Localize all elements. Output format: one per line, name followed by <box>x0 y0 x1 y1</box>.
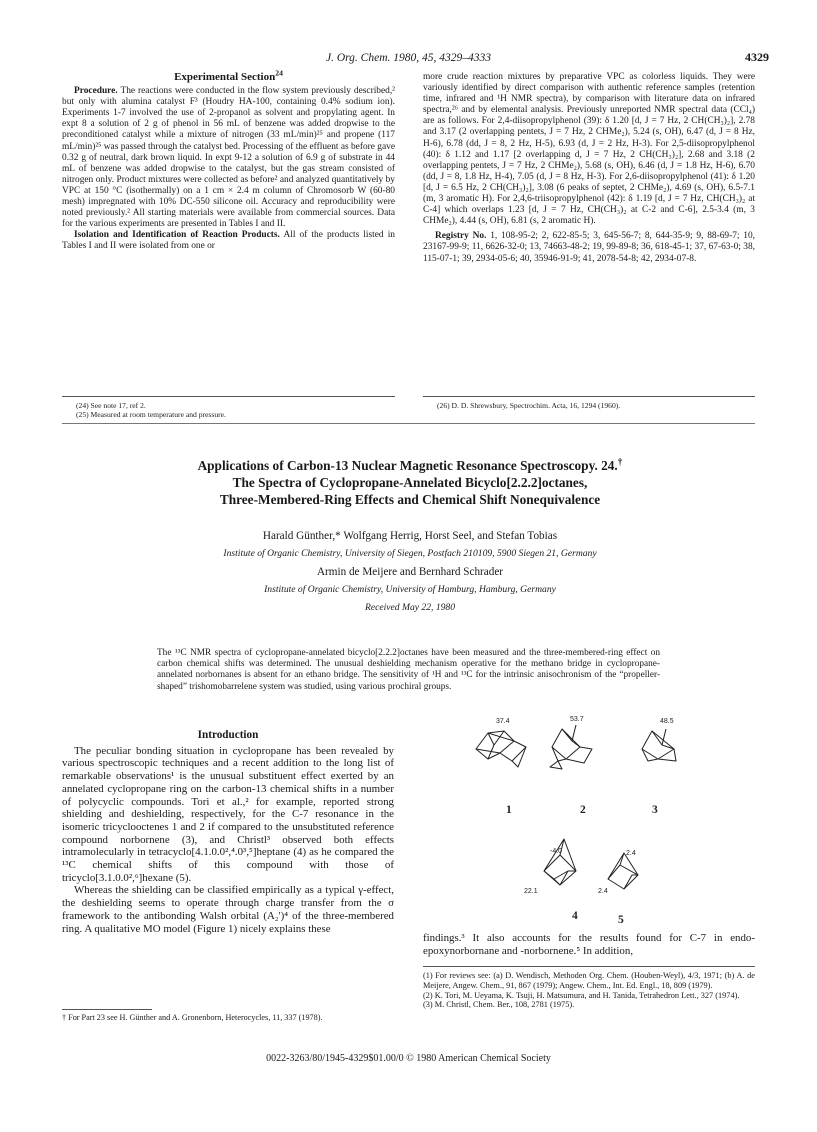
experimental-title: Experimental Section$^{24}$ <box>174 68 283 83</box>
footnote-24: (24) See note 17, ref 2. <box>76 401 146 410</box>
shift-label-5b: 2.4 <box>598 888 608 895</box>
compound-label-3: 3 <box>652 804 658 816</box>
procedure-paragraph: Procedure. The reactions were conducted in the flow system previously described,² but only with alumina catalyst F³ (Houdry HA-100, containing 0.4% sodium ion). Experiments 1-7 involved the use of 2-propanol as solvent and propylating agent. In expt 8 a solution of 2 g of phenol in 56 mL of benzene was added dropwise to the preconditioned catalyst while a mixture of nitrogen (33 mL/min)²⁵ and propene (117 mL/min)²⁵ was passed through the catalyst bed. Processing of the effluent as before gave 0.32 g of neutral, dark brown liquid. In expt 9-12 a solution of 6.9 g of substrate in 44 mL of benzene was added dropwise to the catalyst, but the gas stream consisted of nitrogen only. Product mixtures were collected as before² and analyzed quantitatively by VPC at 150 °C (isothermally) on a 1 cm × 2.4 m column of Chromosorb W (60-80 mesh) impregnated with 10% DC-550 silicone oil. Accuracy and reproducibility were noted previously.² All starting materials were available from commercial sources. Data for the various experiments are presented in Tables I and II. <box>62 86 395 230</box>
reference-2: (2) K. Tori, M. Ueyama, K. Tsuji, H. Matsumura, and H. Tanida, Tetrahedron Lett., 327 (1974). <box>423 990 740 1000</box>
footnote-rule-left <box>62 396 395 397</box>
references-rule <box>423 966 755 967</box>
compound-label-4: 4 <box>572 910 578 922</box>
authors-hamburg: Armin de Meijere and Bernhard Schrader <box>316 566 504 578</box>
intro-right-text: findings.³ It also accounts for the results found for C-7 in endo-epoxynorbornane and -norbornene.⁵ In addition, <box>423 932 755 957</box>
intro-paragraph-2: Whereas the shielding can be classified empirically as a typical γ-effect, the deshielding seems to operate through charge transfer from the σ framework to the antibonding Walsh orbital (A₂')⁴ of the three-membered ring. A qualitative MO model (Figure 1) nicely explains these <box>62 884 394 935</box>
reference-1: (1) For reviews see: (a) D. Wendisch, Methoden Org. Chem. (Houben-Weyl), 4/3, 1971; (b) A. de Meijere, Angew. Chem., 91, 867 (1979); Angew. Chem., Int. Ed. Engl., 18, 809 (1979). <box>423 971 755 990</box>
article-separator <box>62 423 755 424</box>
compound-label-5: 5 <box>618 914 624 926</box>
footnote-25: (25) Measured at room temperature and pressure. <box>76 410 226 420</box>
shift-label-4b: 22.1 <box>524 888 538 895</box>
isolation-paragraph: Isolation and Identification of Reaction Products. All of the products listed in Tables I and II were isolated from one or <box>62 230 395 252</box>
shift-label-4a: -4.0 <box>550 848 563 855</box>
registry-paragraph: Registry No. 1, 108-95-2; 2, 622-85-5; 3, 645-56-7; 8, 644-35-9; 9, 88-69-7; 10, 23167-99-9; 11, 6626-32-0; 13, 74663-48-2; 19, 99-89-8; 36, 618-45-1; 37, 67-63-0; 38, 115-07-1; 39, 2934-05-6; 40, 35946-91-9; 41, 2078-54-8; 42, 2934-07-8. <box>423 231 755 264</box>
article-title: Applications of Carbon-13 Nuclear Magnetic Resonance Spectroscopy. 24.† The Spectra of Cyclopropane-Annelated Bicyclo[2.2.2]octanes, Three-Membered-Ring Effects and Chemical Shift Nonequivalence <box>197 457 623 507</box>
intro-paragraph-1: The peculiar bonding situation in cyclopropane has been revealed by various spectroscopic techniques and a recent addition to the long list of remarkable observations¹ is the unusual substituent effect exerted by an annelated cyclopropane ring on the carbon-13 chemical shifts in a number of polycyclic compounds. Tori et al.,² for example, reported strong shielding and deshielding, respectively, for the C-7 resonance in the isomeric tricyclooctenes 1 and 2 if compared to the unsubstituted reference compound norbornene (3), and Christl³ observed both effects intramolecularly in tetracyclo[4.1.0.0²,⁴.0³,⁵]heptane (4) as he compared the ¹³C chemical shifts of this compound with those of tricyclo[3.1.0.0²,⁶]hexane (5). <box>62 744 394 884</box>
dagger-footnote: † For Part 23 see H. Günther and A. Gronenborn, Heterocycles, 11, 337 (1978). <box>62 1013 323 1022</box>
dagger-footnote-rule <box>62 1009 152 1010</box>
journal-header: J. Org. Chem. 1980, 45, 4329–4333 <box>325 52 492 64</box>
footnote-26: (26) D. D. Shrewsbury, Spectrochim. Acta, 16, 1294 (1960). <box>437 401 621 410</box>
authors-siegen: Harald Günther,* Wolfgang Herrig, Horst Seel, and Stefan Tobias <box>262 530 558 542</box>
shift-label-1: 37.4 <box>496 718 510 725</box>
structure-3 <box>642 729 676 761</box>
shift-label-3: 48.5 <box>660 718 674 725</box>
structure-2 <box>550 725 592 769</box>
introduction-title: Introduction <box>197 729 259 741</box>
footnotes-right <box>437 401 755 410</box>
structures-figure <box>448 703 748 928</box>
structure-4 <box>544 839 576 885</box>
nmr-data-paragraph: more crude reaction mixtures by preparative VPC as colorless liquids. They were variously identified by direct comparison with authentic reference samples (retention time, infrared and ¹H NMR spectra), by comparison with literature data on infrared spectra,²⁶ and by elemental analysis. Previously unreported NMR spectral data (CCl₄) are as follows. For 2,4-diisopropylphenol (39): δ 1.20 [d, J = 7 Hz, 2 CH(CH₃)₂], 2.78 and 3.17 (2 overlapping pentets, J = 7 Hz, 2 CHMe₂), 5.24 (s, OH), 6.47 (d, J = 8 Hz, H-6), 6.78 (dd, J = 8, 2 Hz, H-5), 6.93 (d, J = 2 Hz, H-3). For 2,5-diisopropylphenol (40): δ 1.12 and 1.17 [2 overlapping d, J = 7 Hz, 2 CH(CH₃)₂], 2.68 and 3.18 (2 overlapping pentets, J = 7 Hz, 2 CHMe₂), 5.68 (s, OH), 6.46 (d, J = 1.8 Hz, H-6), 6.70 (dd, J = 8, 1.8 Hz, H-4), 7.05 (d, J = 8 Hz, H-3). For 2,6-diisopropylphenol (41): δ 1.20 [d, J = 6.5 Hz, 2 CH(CH₃)₂], 3.08 (6 peaks of septet, 2 CHMe₂), 4.69 (s, OH), 6.5-7.1 (m, 3 aromatic H). For 2,4,6-triisopropylphenol (42): δ 1.19 [d, J = 7 Hz, CH(CH₃)₂ at C-4] which overlaps 1.23 [d, J = 7 Hz, CH(CH₃)₂ at C-2 and C-6], 2.5-3.4 (m, 3 CHMe₂), 4.44 (s, OH), 6.81 (s, 2 aromatic H). <box>423 72 755 227</box>
received-date: Received May 22, 1980 <box>364 602 456 613</box>
affiliation-hamburg: Institute of Organic Chemistry, University of Hamburg, Hamburg, Germany <box>264 584 556 595</box>
shift-label-2: 53.7 <box>570 716 584 723</box>
reference-3: (3) M. Christl, Chem. Ber., 108, 2781 (1975). <box>423 1000 575 1010</box>
shift-label-5a: 2.4 <box>626 850 636 857</box>
references <box>423 971 755 1010</box>
experimental-right-column <box>423 72 755 265</box>
compound-label-1: 1 <box>506 804 512 816</box>
affiliation-siegen: Institute of Organic Chemistry, University of Siegen, Postfach 210109, 5900 Siegen 21, Germany <box>223 548 597 559</box>
footnote-rule-right <box>423 396 755 397</box>
introduction-column <box>62 729 394 935</box>
experimental-left-column <box>62 68 395 253</box>
page-number: 4329 <box>745 50 769 64</box>
abstract: The ¹³C NMR spectra of cyclopropane-annelated bicyclo[2.2.2]octanes have been measured and the three-membered-ring effect on carbon chemical shifts was determined. The unusual deshielding mechanism operative for the methano bridge in cyclopropane-annelated norbornanes is absent for an ethano bridge. The sensitivity of ¹H and ¹³C for the intrinsic anisochronism of the “propeller-shaped” trishomobarrelene system was studied, using various prochiral groups. <box>157 648 660 692</box>
structure-1 <box>476 731 526 767</box>
structure-5 <box>608 853 638 889</box>
compound-label-2: 2 <box>580 804 586 816</box>
footnotes-left <box>76 401 396 420</box>
copyright-line: 0022-3263/80/1945-4329$01.00/0 © 1980 American Chemical Society <box>266 1053 551 1064</box>
